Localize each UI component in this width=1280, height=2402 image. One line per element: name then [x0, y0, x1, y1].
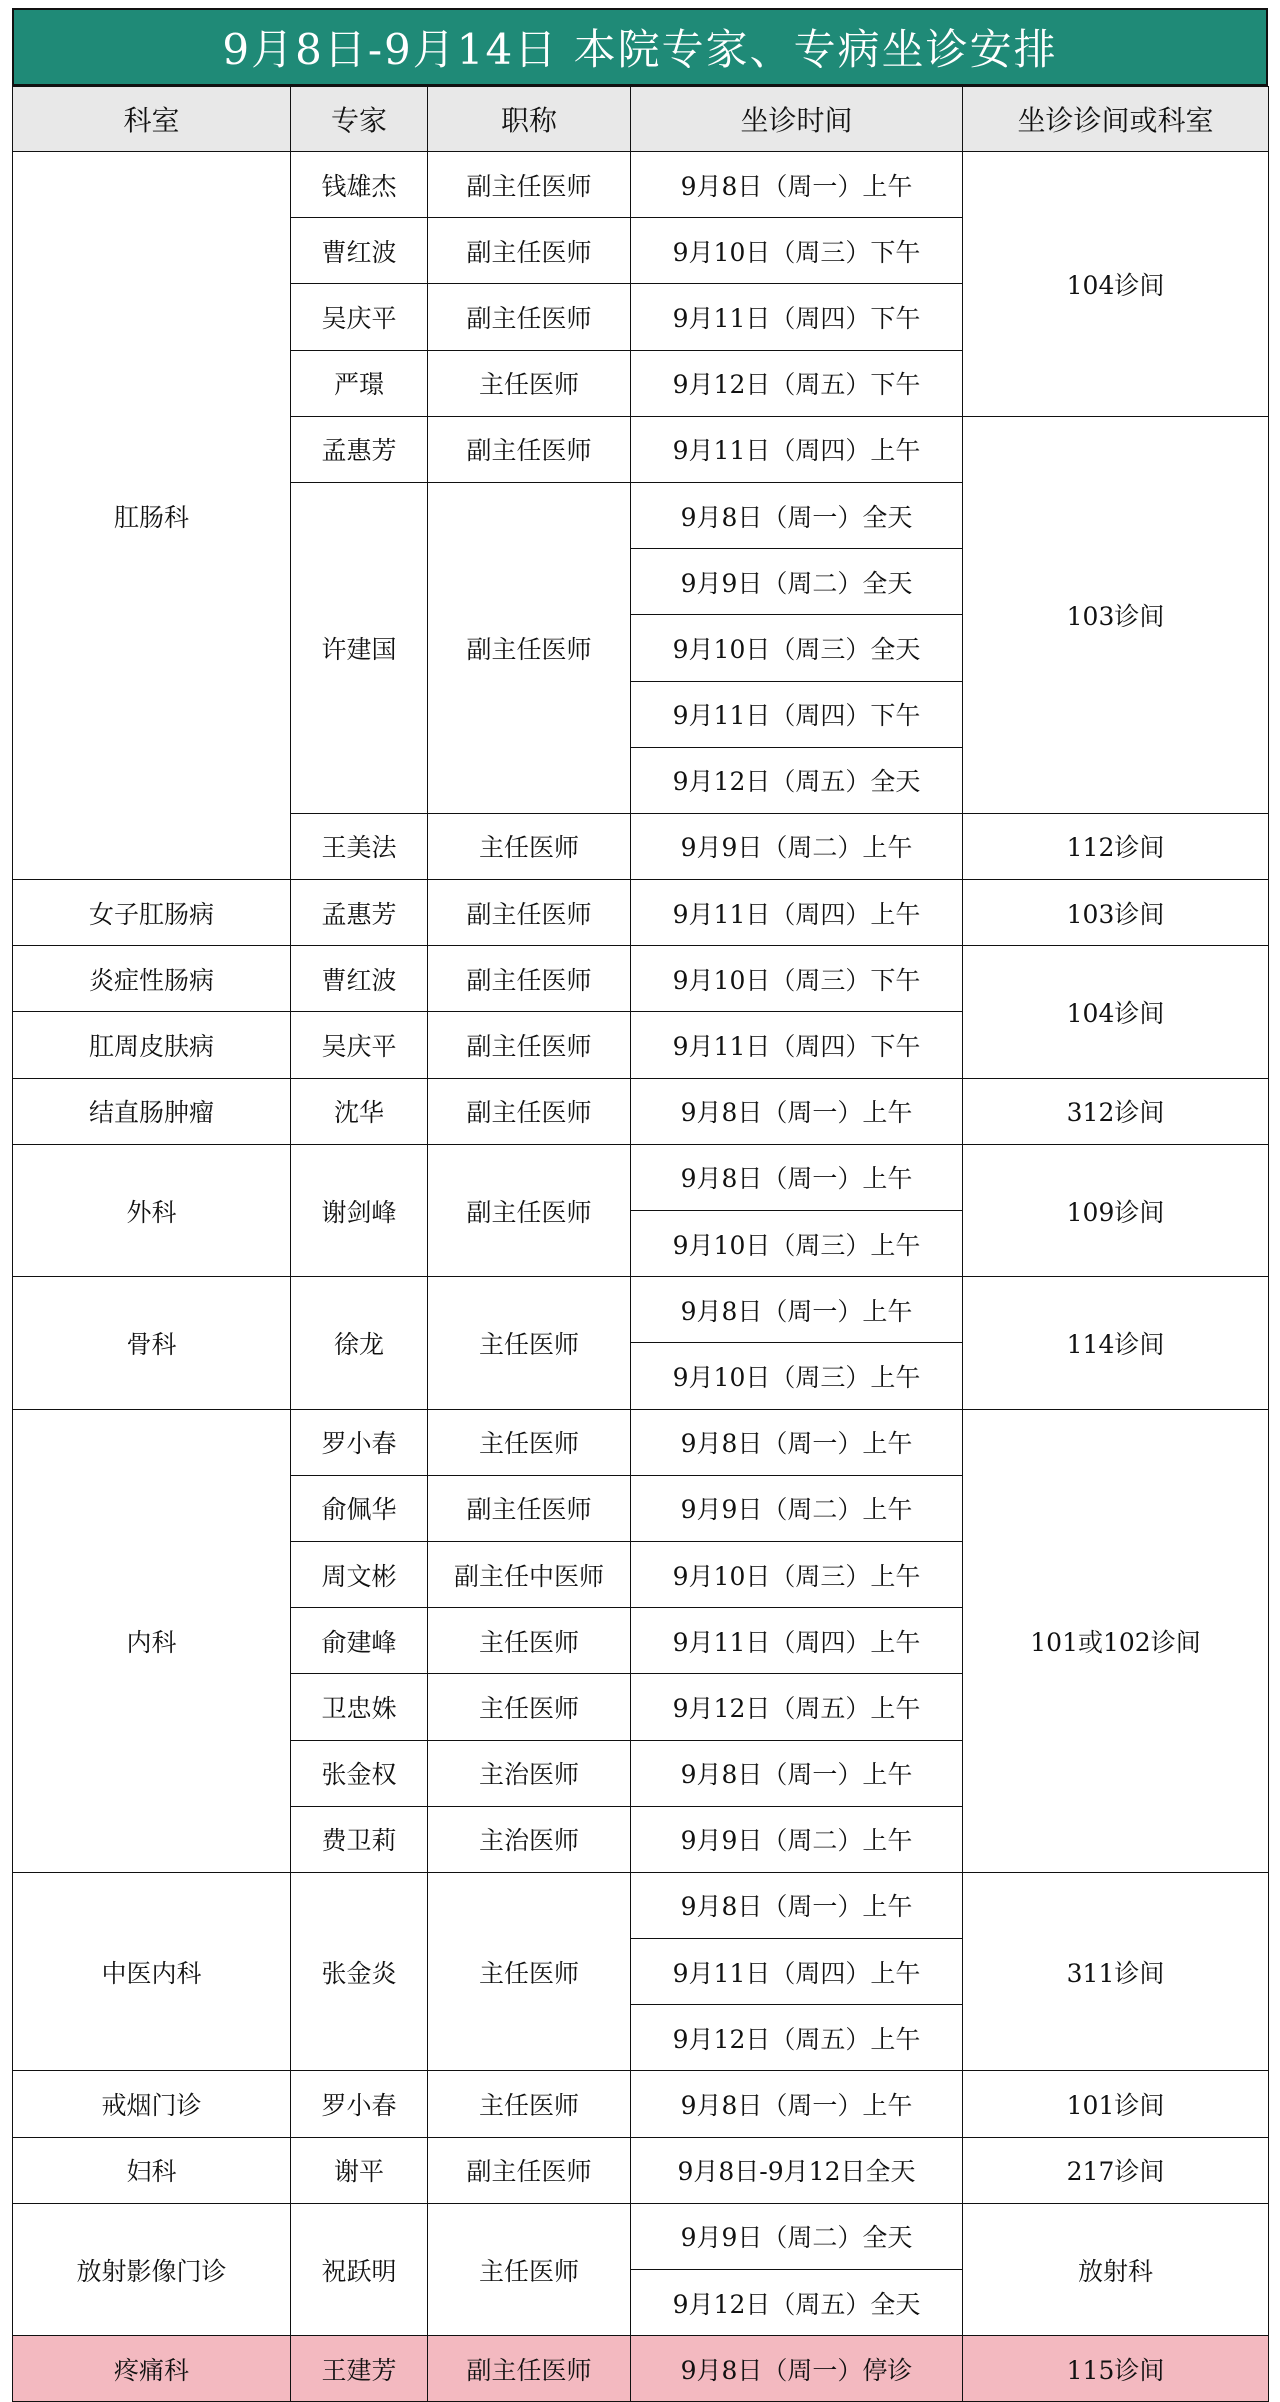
expert-cell: 沈华 — [291, 1078, 428, 1144]
title-cell: 主任医师 — [428, 1674, 631, 1740]
title-cell: 副主任医师 — [428, 1144, 631, 1276]
room-cell: 101诊间 — [963, 2071, 1269, 2137]
time-cell: 9月8日（周一）上午 — [631, 1078, 963, 1144]
dept-cell: 中医内科 — [13, 1872, 291, 2071]
schedule-sheet — [12, 8, 1268, 2402]
time-cell: 9月9日（周二）全天 — [631, 2203, 963, 2269]
dept-cell: 肛肠科 — [13, 152, 291, 880]
title-cell: 主任医师 — [428, 2203, 631, 2335]
room-cell: 放射科 — [963, 2203, 1269, 2335]
time-cell: 9月9日（周二）全天 — [631, 549, 963, 615]
title-cell: 副主任医师 — [428, 1012, 631, 1078]
room-cell: 104诊间 — [963, 946, 1269, 1078]
table-row — [13, 1277, 1269, 1343]
title-cell: 主任医师 — [428, 1872, 631, 2071]
table-row — [13, 1409, 1269, 1475]
title-cell: 主治医师 — [428, 1806, 631, 1872]
title-cell: 副主任医师 — [428, 218, 631, 284]
time-cell: 9月12日（周五）上午 — [631, 2005, 963, 2071]
room-cell: 114诊间 — [963, 1277, 1269, 1409]
table-row — [13, 880, 1269, 946]
title-cell: 副主任医师 — [428, 2336, 631, 2402]
table-row — [13, 1872, 1269, 1938]
room-cell: 312诊间 — [963, 1078, 1269, 1144]
title-cell: 副主任医师 — [428, 1475, 631, 1541]
table-row — [13, 946, 1269, 1012]
room-cell: 112诊间 — [963, 813, 1269, 879]
expert-cell: 卫忠姝 — [291, 1674, 428, 1740]
title-cell: 主任医师 — [428, 1608, 631, 1674]
title-cell: 副主任医师 — [428, 880, 631, 946]
header-expert: 专家 — [291, 87, 428, 152]
time-cell: 9月8日（周一）全天 — [631, 482, 963, 548]
title-cell: 副主任医师 — [428, 1078, 631, 1144]
time-cell: 9月8日（周一）上午 — [631, 1277, 963, 1343]
expert-cell: 俞建峰 — [291, 1608, 428, 1674]
dept-cell: 放射影像门诊 — [13, 2203, 291, 2335]
table-row — [13, 2071, 1269, 2137]
room-cell: 115诊间 — [963, 2336, 1269, 2402]
title-cell: 主任医师 — [428, 350, 631, 416]
table-row — [13, 1144, 1269, 1210]
table-row-highlighted — [13, 2336, 1269, 2402]
dept-cell: 外科 — [13, 1144, 291, 1276]
title-cell: 副主任医师 — [428, 284, 631, 350]
time-cell: 9月10日（周三）上午 — [631, 1211, 963, 1277]
time-cell: 9月10日（周三）下午 — [631, 218, 963, 284]
expert-cell: 许建国 — [291, 482, 428, 813]
header-title: 职称 — [428, 87, 631, 152]
room-cell: 217诊间 — [963, 2137, 1269, 2203]
expert-cell: 徐龙 — [291, 1277, 428, 1409]
dept-cell: 骨科 — [13, 1277, 291, 1409]
time-cell: 9月10日（周三）全天 — [631, 615, 963, 681]
time-cell: 9月9日（周二）上午 — [631, 1806, 963, 1872]
title-cell: 副主任医师 — [428, 152, 631, 218]
expert-cell: 周文彬 — [291, 1541, 428, 1607]
expert-cell: 谢平 — [291, 2137, 428, 2203]
title-cell: 副主任医师 — [428, 2137, 631, 2203]
expert-cell: 罗小春 — [291, 2071, 428, 2137]
time-cell: 9月12日（周五）上午 — [631, 1674, 963, 1740]
time-cell: 9月8日（周一）停诊 — [631, 2336, 963, 2402]
expert-cell: 钱雄杰 — [291, 152, 428, 218]
dept-cell: 疼痛科 — [13, 2336, 291, 2402]
time-cell: 9月10日（周三）上午 — [631, 1343, 963, 1409]
time-cell: 9月9日（周二）上午 — [631, 813, 963, 879]
schedule-table — [12, 86, 1269, 2402]
table-row — [13, 152, 1269, 218]
time-cell: 9月12日（周五）全天 — [631, 747, 963, 813]
title-cell: 主任医师 — [428, 2071, 631, 2137]
room-cell: 103诊间 — [963, 416, 1269, 813]
time-cell: 9月11日（周四）上午 — [631, 1608, 963, 1674]
dept-cell: 女子肛肠病 — [13, 880, 291, 946]
expert-cell: 张金权 — [291, 1740, 428, 1806]
time-cell: 9月8日（周一）上午 — [631, 2071, 963, 2137]
time-cell: 9月10日（周三）下午 — [631, 946, 963, 1012]
time-cell: 9月8日（周一）上午 — [631, 152, 963, 218]
room-cell: 101或102诊间 — [963, 1409, 1269, 1872]
time-cell: 9月8日（周一）上午 — [631, 1144, 963, 1210]
page-title: 9月8日-9月14日 本院专家、专病坐诊安排 — [12, 8, 1268, 86]
title-cell: 主任医师 — [428, 1277, 631, 1409]
time-cell: 9月12日（周五）下午 — [631, 350, 963, 416]
time-cell: 9月11日（周四）上午 — [631, 1939, 963, 2005]
title-cell: 主治医师 — [428, 1740, 631, 1806]
room-cell: 311诊间 — [963, 1872, 1269, 2071]
expert-cell: 吴庆平 — [291, 1012, 428, 1078]
expert-cell: 吴庆平 — [291, 284, 428, 350]
title-cell: 主任医师 — [428, 1409, 631, 1475]
table-row — [13, 1078, 1269, 1144]
time-cell: 9月8日（周一）上午 — [631, 1740, 963, 1806]
room-cell: 104诊间 — [963, 152, 1269, 417]
dept-cell: 内科 — [13, 1409, 291, 1872]
title-cell: 副主任医师 — [428, 416, 631, 482]
title-cell: 副主任中医师 — [428, 1541, 631, 1607]
time-cell: 9月11日（周四）下午 — [631, 681, 963, 747]
dept-cell: 戒烟门诊 — [13, 2071, 291, 2137]
expert-cell: 严璟 — [291, 350, 428, 416]
expert-cell: 曹红波 — [291, 946, 428, 1012]
header-room: 坐诊诊间或科室 — [963, 87, 1269, 152]
title-cell: 主任医师 — [428, 813, 631, 879]
table-row — [13, 2203, 1269, 2269]
header-time: 坐诊时间 — [631, 87, 963, 152]
time-cell: 9月10日（周三）上午 — [631, 1541, 963, 1607]
time-cell: 9月11日（周四）上午 — [631, 416, 963, 482]
title-cell: 副主任医师 — [428, 482, 631, 813]
dept-cell: 结直肠肿瘤 — [13, 1078, 291, 1144]
time-cell: 9月8日-9月12日全天 — [631, 2137, 963, 2203]
dept-cell: 炎症性肠病 — [13, 946, 291, 1012]
title-cell: 副主任医师 — [428, 946, 631, 1012]
header-dept: 科室 — [13, 87, 291, 152]
time-cell: 9月11日（周四）下午 — [631, 284, 963, 350]
expert-cell: 王建芳 — [291, 2336, 428, 2402]
expert-cell: 谢剑峰 — [291, 1144, 428, 1276]
time-cell: 9月11日（周四）上午 — [631, 880, 963, 946]
time-cell: 9月8日（周一）上午 — [631, 1409, 963, 1475]
expert-cell: 王美法 — [291, 813, 428, 879]
time-cell: 9月8日（周一）上午 — [631, 1872, 963, 1938]
table-row — [13, 2137, 1269, 2203]
dept-cell: 妇科 — [13, 2137, 291, 2203]
room-cell: 103诊间 — [963, 880, 1269, 946]
expert-cell: 费卫莉 — [291, 1806, 428, 1872]
expert-cell: 罗小春 — [291, 1409, 428, 1475]
dept-cell: 肛周皮肤病 — [13, 1012, 291, 1078]
expert-cell: 孟惠芳 — [291, 880, 428, 946]
header-row — [13, 87, 1269, 152]
expert-cell: 俞佩华 — [291, 1475, 428, 1541]
time-cell: 9月11日（周四）下午 — [631, 1012, 963, 1078]
expert-cell: 曹红波 — [291, 218, 428, 284]
time-cell: 9月12日（周五）全天 — [631, 2270, 963, 2336]
expert-cell: 祝跃明 — [291, 2203, 428, 2335]
time-cell: 9月9日（周二）上午 — [631, 1475, 963, 1541]
expert-cell: 张金炎 — [291, 1872, 428, 2071]
expert-cell: 孟惠芳 — [291, 416, 428, 482]
room-cell: 109诊间 — [963, 1144, 1269, 1276]
